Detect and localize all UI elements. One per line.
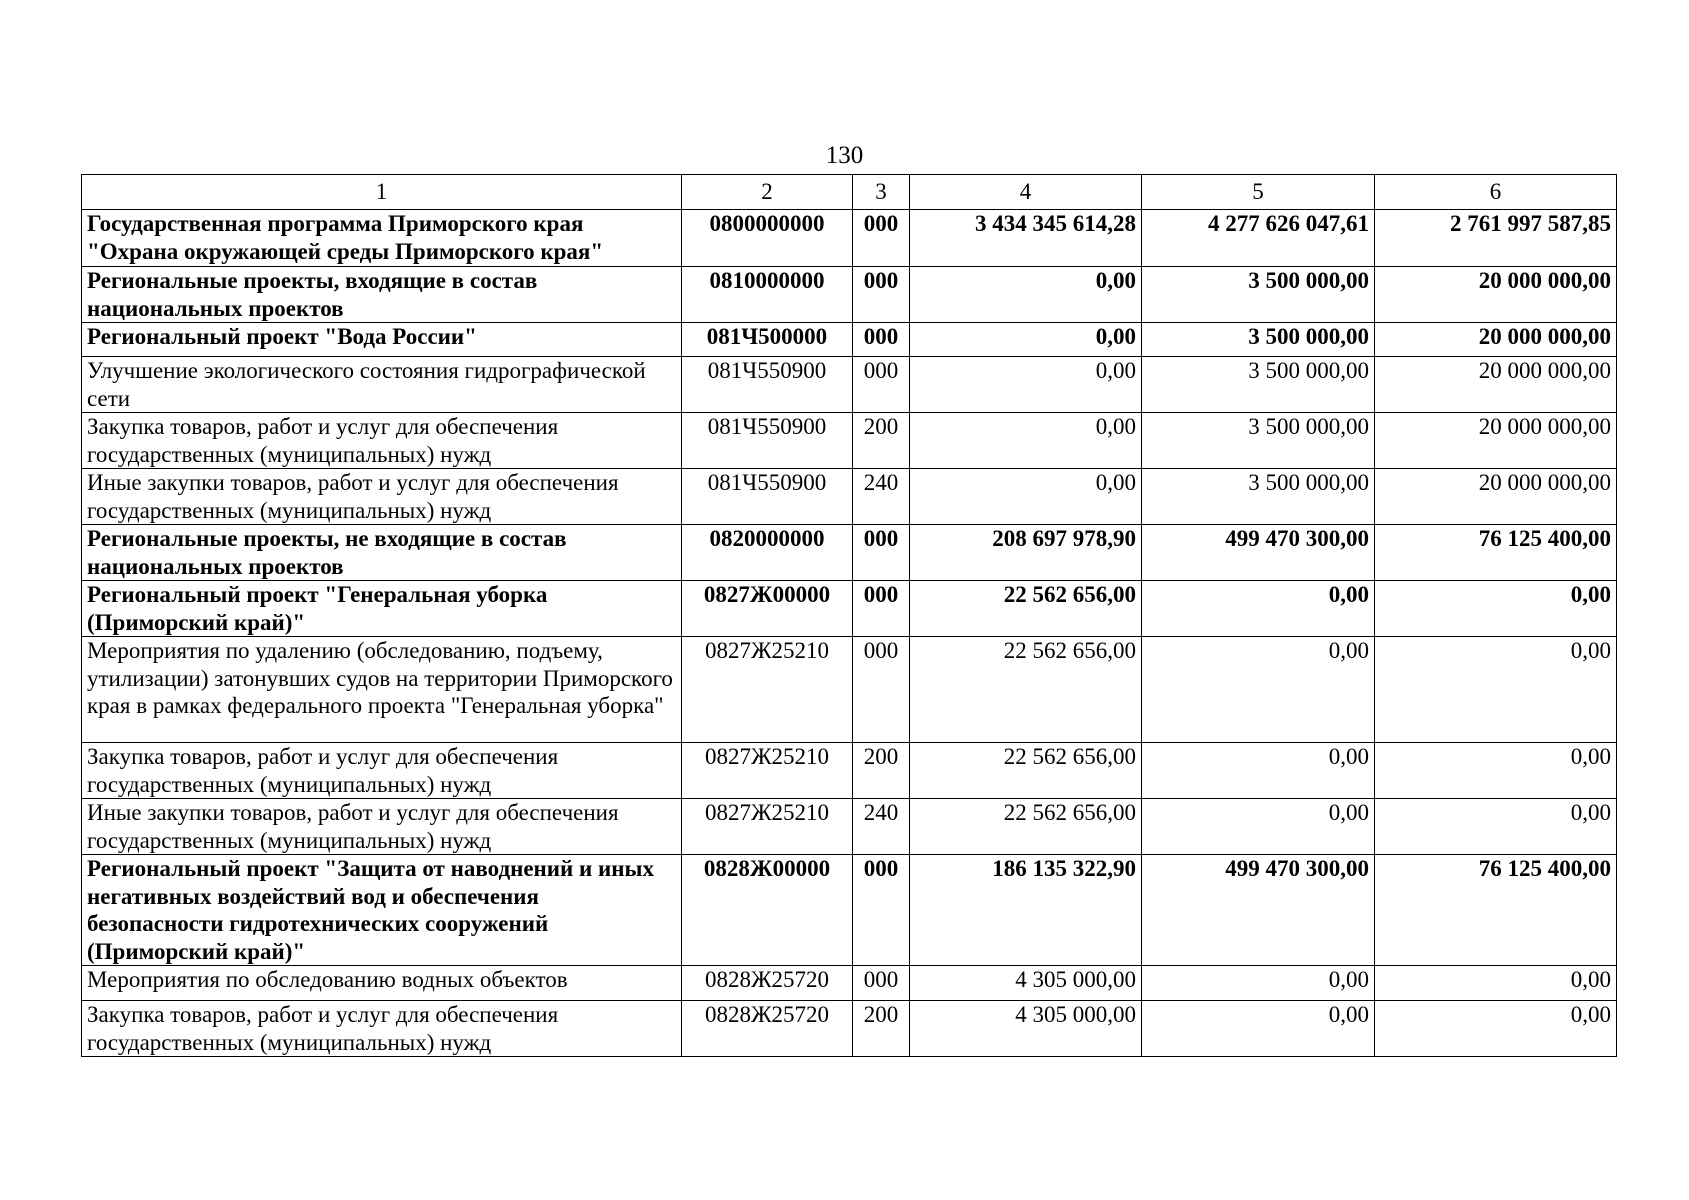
table-row: [82, 855, 1617, 966]
row-target-code: 0820000000: [682, 525, 853, 581]
row-target-code: 081Ч550900: [682, 469, 853, 525]
row-amount-col5: 0,00: [1142, 1001, 1375, 1057]
row-expense-type: 200: [853, 413, 910, 469]
table-row: [82, 525, 1617, 581]
row-amount-col6: 0,00: [1375, 1001, 1617, 1057]
table-row: [82, 323, 1617, 357]
table-row: [82, 210, 1617, 267]
row-expense-type: 000: [853, 637, 910, 743]
column-header: 2: [682, 175, 853, 210]
row-amount-col6: 20 000 000,00: [1375, 469, 1617, 525]
row-name: Закупка товаров, работ и услуг для обеспечения государственных (муниципальных) нужд: [82, 743, 682, 799]
row-amount-col5: 0,00: [1142, 581, 1375, 637]
row-target-code: 0827Ж25210: [682, 637, 853, 743]
row-amount-col5: 0,00: [1142, 637, 1375, 743]
row-target-code: 0827Ж00000: [682, 581, 853, 637]
row-expense-type: 000: [853, 267, 910, 323]
row-amount-col4: 186 135 322,90: [910, 855, 1142, 966]
row-target-code: 0828Ж25720: [682, 966, 853, 1001]
row-amount-col6: 76 125 400,00: [1375, 525, 1617, 581]
table-row: [82, 413, 1617, 469]
row-amount-col6: 20 000 000,00: [1375, 413, 1617, 469]
row-name: Региональные проекты, входящие в состав национальных проектов: [82, 267, 682, 323]
column-header: 3: [853, 175, 910, 210]
column-header: 1: [82, 175, 682, 210]
row-expense-type: 000: [853, 855, 910, 966]
row-target-code: 081Ч550900: [682, 413, 853, 469]
row-amount-col6: 0,00: [1375, 799, 1617, 855]
row-name: Улучшение экологического состояния гидрографической сети: [82, 357, 682, 413]
row-amount-col6: 0,00: [1375, 966, 1617, 1001]
row-amount-col6: 0,00: [1375, 637, 1617, 743]
column-header: 4: [910, 175, 1142, 210]
row-amount-col6: 0,00: [1375, 743, 1617, 799]
row-amount-col6: 0,00: [1375, 581, 1617, 637]
row-name: Иные закупки товаров, работ и услуг для обеспечения государственных (муниципальных) нужд: [82, 799, 682, 855]
table-row: [82, 469, 1617, 525]
table-header-row: [82, 175, 1617, 210]
row-expense-type: 000: [853, 323, 910, 357]
row-amount-col6: 20 000 000,00: [1375, 267, 1617, 323]
row-amount-col5: 0,00: [1142, 966, 1375, 1001]
row-target-code: 0828Ж00000: [682, 855, 853, 966]
row-expense-type: 000: [853, 581, 910, 637]
row-name: Мероприятия по обследованию водных объектов: [82, 966, 682, 1001]
row-amount-col5: 0,00: [1142, 743, 1375, 799]
row-amount-col5: 0,00: [1142, 799, 1375, 855]
row-amount-col5: 4 277 626 047,61: [1142, 210, 1375, 267]
column-header: 6: [1375, 175, 1617, 210]
row-amount-col5: 3 500 000,00: [1142, 357, 1375, 413]
table-row: [82, 1001, 1617, 1057]
row-amount-col5: 3 500 000,00: [1142, 267, 1375, 323]
row-amount-col6: 2 761 997 587,85: [1375, 210, 1617, 267]
row-target-code: 081Ч550900: [682, 357, 853, 413]
row-amount-col4: 208 697 978,90: [910, 525, 1142, 581]
table-row: [82, 743, 1617, 799]
table-row: [82, 267, 1617, 323]
row-name: Мероприятия по удалению (обследованию, подъему, утилизации) затонувших судов на территории Приморского края в рамках федерального проекта "Генеральная уборка": [82, 637, 682, 743]
row-name: Закупка товаров, работ и услуг для обеспечения государственных (муниципальных) нужд: [82, 413, 682, 469]
row-amount-col5: 3 500 000,00: [1142, 469, 1375, 525]
table-row: [82, 966, 1617, 1001]
row-amount-col4: 22 562 656,00: [910, 637, 1142, 743]
row-expense-type: 000: [853, 525, 910, 581]
row-amount-col4: 0,00: [910, 323, 1142, 357]
row-amount-col4: 0,00: [910, 267, 1142, 323]
table-row: [82, 581, 1617, 637]
table-row: [82, 637, 1617, 743]
row-target-code: 0827Ж25210: [682, 743, 853, 799]
row-expense-type: 000: [853, 966, 910, 1001]
row-expense-type: 000: [853, 357, 910, 413]
row-amount-col4: 3 434 345 614,28: [910, 210, 1142, 267]
table-row: [82, 357, 1617, 413]
row-name: Государственная программа Приморского края "Охрана окружающей среды Приморского края": [82, 210, 682, 267]
row-name: Иные закупки товаров, работ и услуг для обеспечения государственных (муниципальных) нужд: [82, 469, 682, 525]
row-amount-col4: 0,00: [910, 469, 1142, 525]
row-target-code: 0810000000: [682, 267, 853, 323]
row-amount-col4: 22 562 656,00: [910, 743, 1142, 799]
row-amount-col5: 499 470 300,00: [1142, 525, 1375, 581]
column-header: 5: [1142, 175, 1375, 210]
row-expense-type: 240: [853, 469, 910, 525]
row-amount-col6: 76 125 400,00: [1375, 855, 1617, 966]
row-amount-col4: 0,00: [910, 357, 1142, 413]
row-amount-col4: 22 562 656,00: [910, 799, 1142, 855]
row-name: Региональный проект "Защита от наводнений и иных негативных воздействий вод и обеспечения безопасности гидротехнических сооружений (Приморский край)": [82, 855, 682, 966]
row-amount-col5: 3 500 000,00: [1142, 323, 1375, 357]
row-name: Закупка товаров, работ и услуг для обеспечения государственных (муниципальных) нужд: [82, 1001, 682, 1057]
table-body: [82, 210, 1617, 1057]
row-expense-type: 000: [853, 210, 910, 267]
row-amount-col6: 20 000 000,00: [1375, 357, 1617, 413]
row-name: Региональные проекты, не входящие в состав национальных проектов: [82, 525, 682, 581]
row-name: Региональный проект "Генеральная уборка (Приморский край)": [82, 581, 682, 637]
row-amount-col5: 3 500 000,00: [1142, 413, 1375, 469]
row-amount-col4: 4 305 000,00: [910, 1001, 1142, 1057]
row-target-code: 0800000000: [682, 210, 853, 267]
row-target-code: 081Ч500000: [682, 323, 853, 357]
row-name: Региональный проект "Вода России": [82, 323, 682, 357]
row-target-code: 0827Ж25210: [682, 799, 853, 855]
row-expense-type: 200: [853, 1001, 910, 1057]
budget-table: [81, 174, 1617, 1057]
row-amount-col4: 0,00: [910, 413, 1142, 469]
row-target-code: 0828Ж25720: [682, 1001, 853, 1057]
row-amount-col4: 22 562 656,00: [910, 581, 1142, 637]
row-amount-col5: 499 470 300,00: [1142, 855, 1375, 966]
row-amount-col4: 4 305 000,00: [910, 966, 1142, 1001]
row-expense-type: 240: [853, 799, 910, 855]
row-amount-col6: 20 000 000,00: [1375, 323, 1617, 357]
table-row: [82, 799, 1617, 855]
row-expense-type: 200: [853, 743, 910, 799]
page-number: 130: [825, 142, 864, 169]
